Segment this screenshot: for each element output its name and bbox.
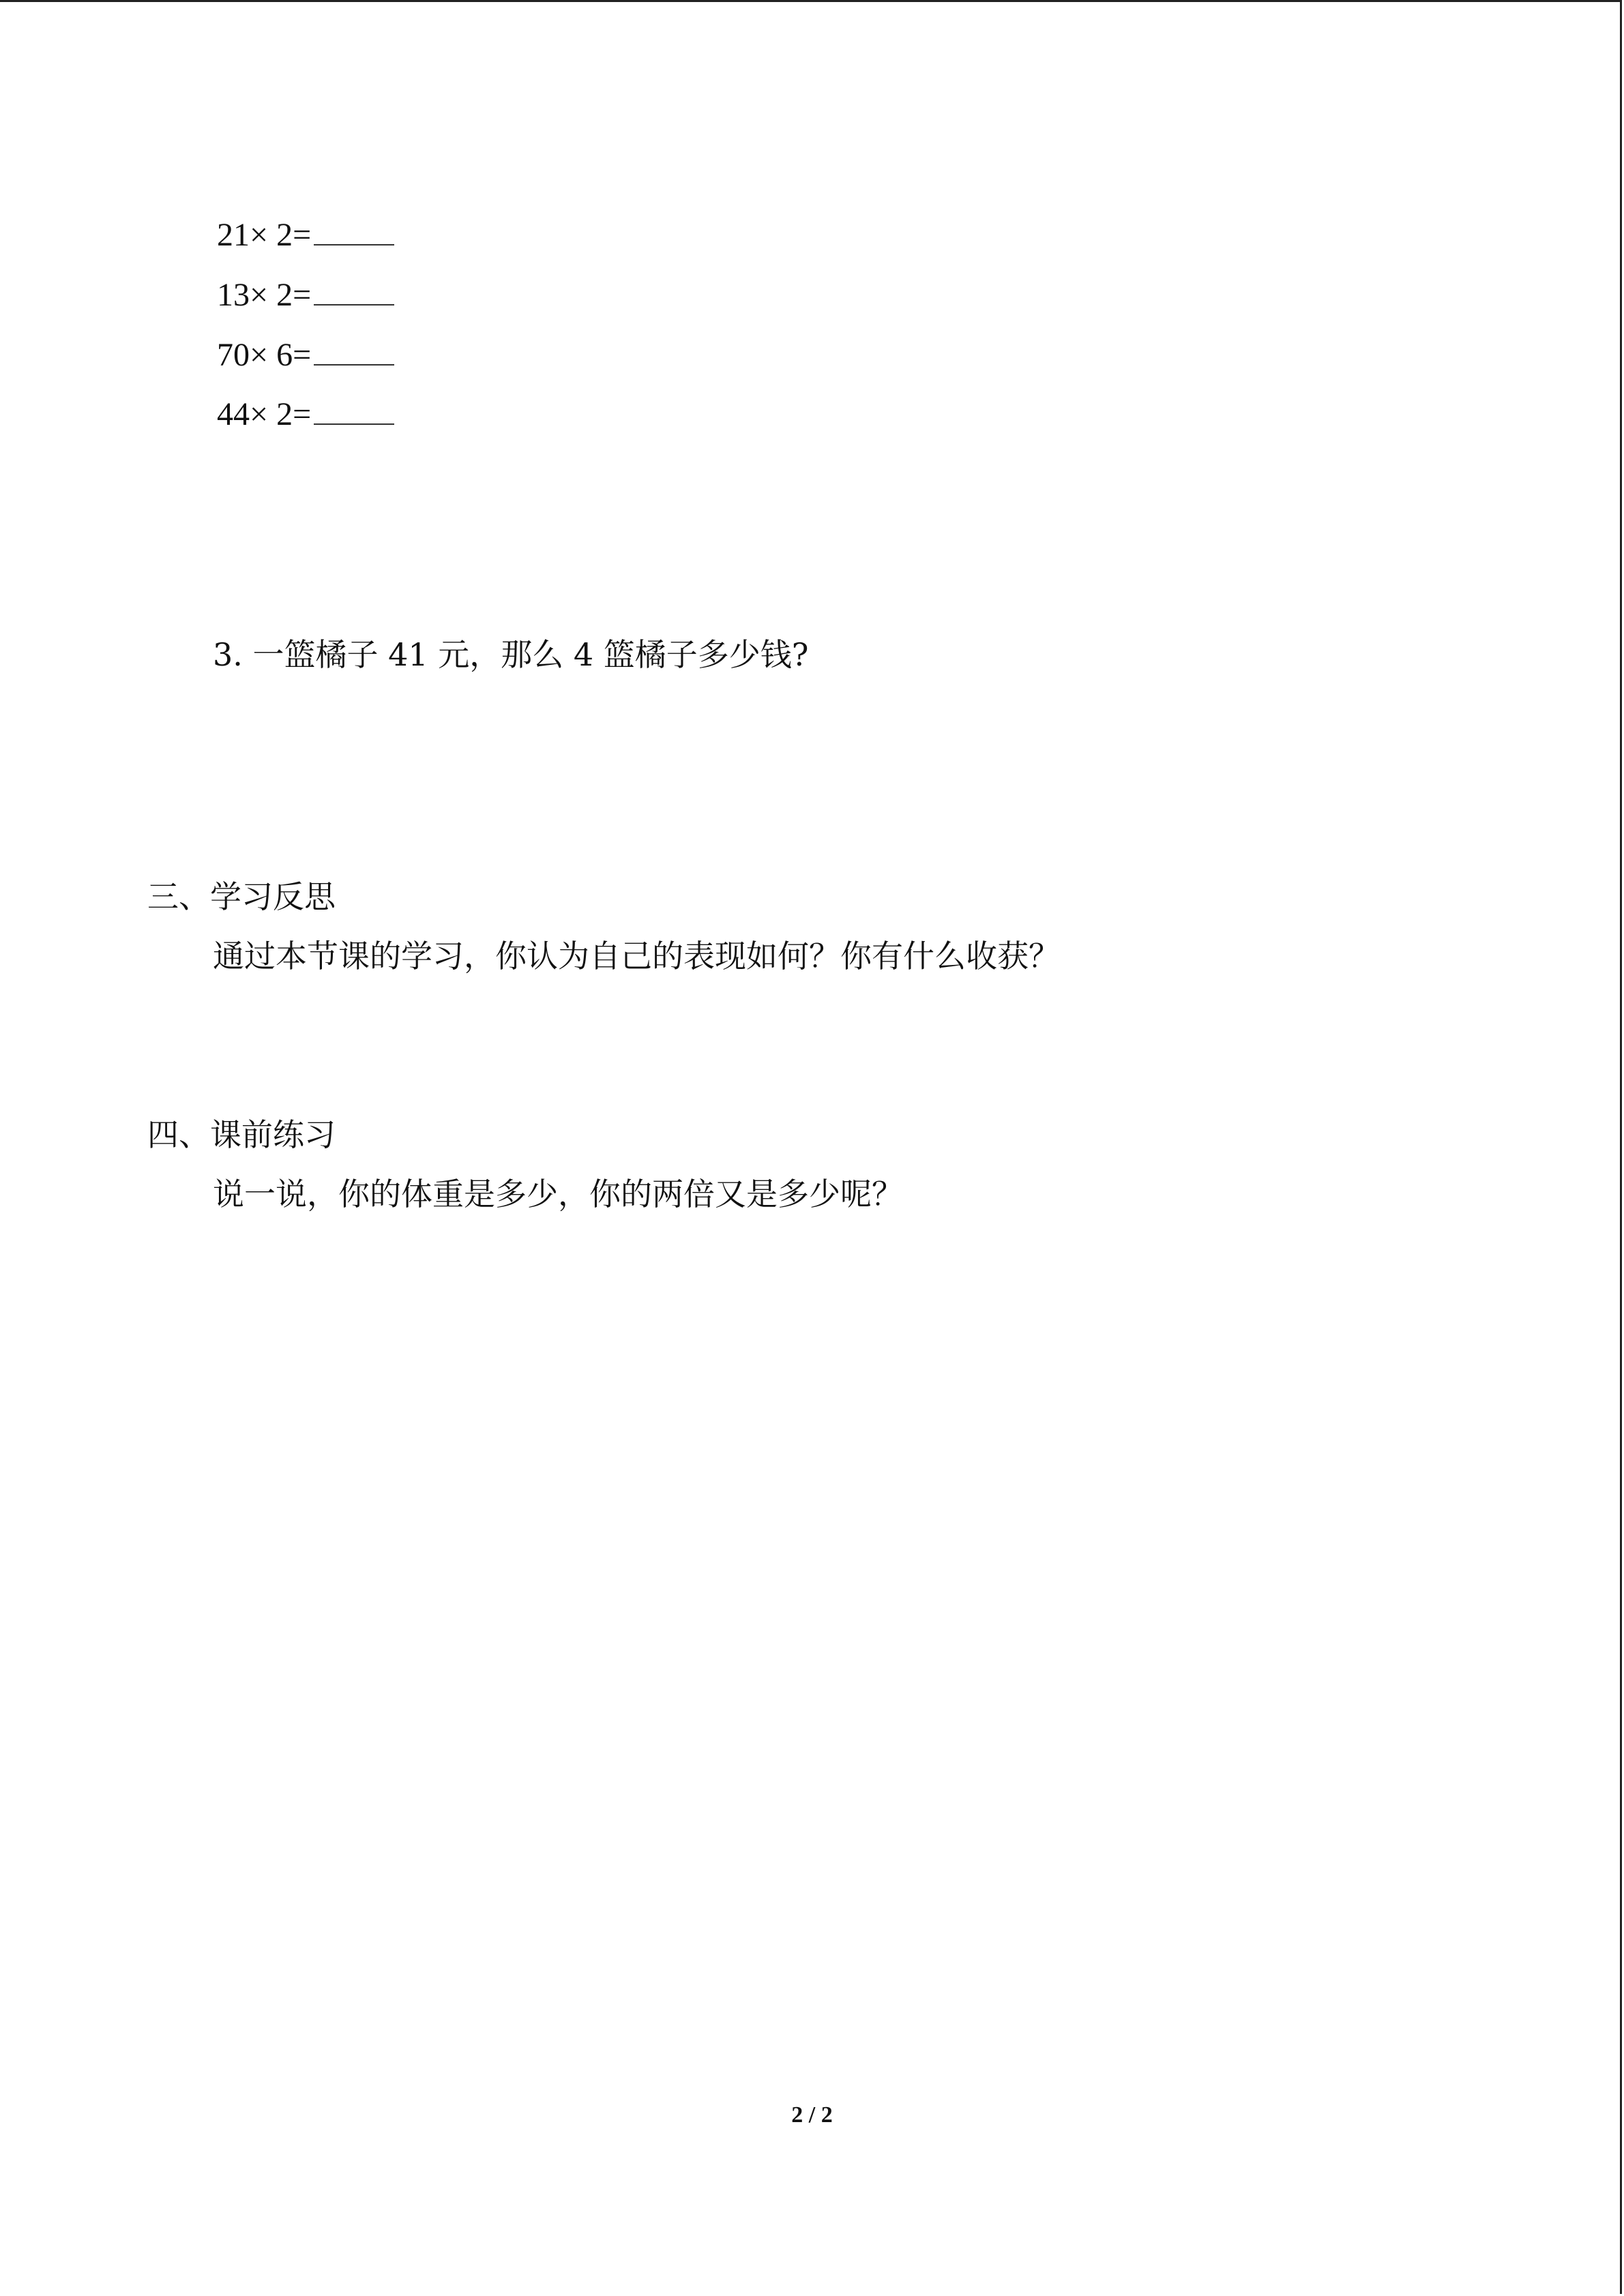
section-4-heading: 四、课前练习	[147, 1116, 336, 1153]
equation-text: 13× 2=	[217, 277, 312, 313]
answer-blank[interactable]	[314, 341, 394, 366]
equation-3	[217, 335, 394, 376]
section-4-text: 说一说，你的体重是多少，你的两倍又是多少呢？	[213, 1176, 903, 1212]
section-3-heading: 三、学习反思	[147, 878, 336, 915]
equation-text: 21× 2=	[217, 217, 312, 253]
page-number: 2 / 2	[791, 2102, 833, 2128]
equation-1	[217, 215, 394, 256]
question-3: 3. 一篮橘子 41 元，那么 4 篮橘子多少钱?	[213, 636, 809, 673]
equation-4	[217, 394, 394, 435]
equation-text: 44× 2=	[217, 396, 312, 432]
equation-text: 70× 6=	[217, 337, 312, 373]
section-3-text: 通过本节课的学习，你认为自己的表现如何？你有什么收获？	[213, 938, 1060, 974]
answer-blank[interactable]	[314, 400, 394, 425]
answer-blank[interactable]	[314, 281, 394, 305]
equation-2	[217, 275, 394, 316]
answer-blank[interactable]	[314, 221, 394, 245]
